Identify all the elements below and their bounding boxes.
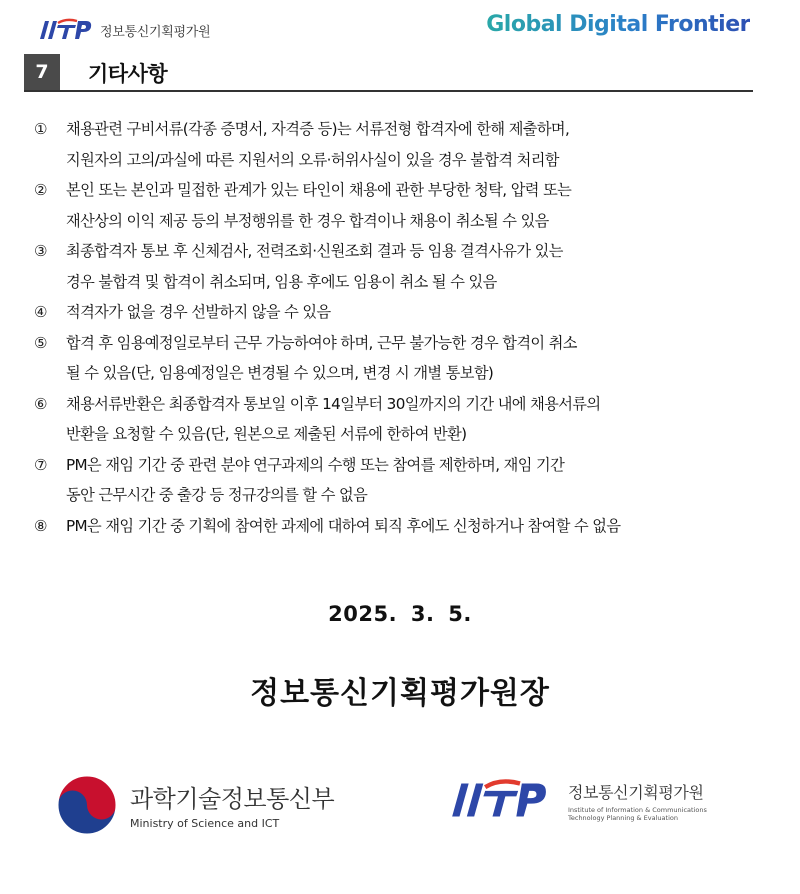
item-line: PM은 재임 기간 중 관련 분야 연구과제의 수행 또는 참여를 제한하며, 재임 기간 (66, 455, 565, 474)
section-divider (24, 90, 753, 92)
item-text (66, 511, 758, 542)
item-marker: ⑤ (34, 333, 47, 352)
iitp-name-en-2: Technology Planning & Evaluation (568, 813, 678, 822)
slogan: Global Digital Frontier (486, 12, 750, 37)
iitp-logo-icon (442, 778, 554, 826)
msit-text (130, 785, 334, 830)
list-item (34, 114, 758, 175)
item-text (66, 297, 758, 328)
item-line: 합격 후 임용예정일로부터 근무 가능하여야 하며, 근무 불가능한 경우 합격이 취소 (66, 333, 577, 352)
item-line: 채용관련 구비서류(각종 증명서, 자격증 등)는 서류전형 합격자에 한해 제출하며, (66, 120, 570, 138)
iitp-name-en-1: Institute of Information & Communications (568, 805, 707, 814)
item-text (66, 114, 758, 175)
item-marker: ⑦ (34, 455, 47, 474)
item-line: 본인 또는 본인과 밀접한 관계가 있는 타인이 채용에 관한 부당한 청탁, 압력 또는 (66, 181, 572, 199)
item-line: 반환을 요청할 수 있음(단, 원본으로 제출된 서류에 한하여 반환) (66, 425, 467, 443)
list-item (34, 389, 758, 450)
item-marker: ① (34, 120, 47, 138)
section-title: 기타사항 (88, 62, 168, 86)
list-item (34, 328, 758, 389)
iitp-footer-text (568, 783, 707, 822)
item-line: 최종합격자 통보 후 신체검사, 전력조회·신원조회 결과 등 임용 결격사유가 있는 (66, 242, 563, 260)
item-marker: ③ (34, 242, 47, 260)
taegeuk-emblem-icon (56, 774, 118, 840)
item-marker: ② (34, 181, 47, 199)
item-text (66, 328, 758, 389)
list-item (34, 511, 758, 542)
msit-name-en: Ministry of Science and ICT (130, 816, 280, 830)
list-item (34, 297, 758, 328)
header-logo (36, 13, 210, 47)
item-text (66, 450, 758, 511)
section-number: 7 (24, 54, 60, 90)
notice-list (34, 114, 758, 541)
announcement-date: 2025. 3. 5. (328, 602, 472, 626)
section-header (24, 54, 753, 90)
item-line: 채용서류반환은 최종합격자 통보일 이후 14일부터 30일까지의 기간 내에 채용서류의 (66, 394, 601, 413)
header-org-name: 정보통신기획평가원 (100, 24, 211, 40)
item-line: 동안 근무시간 중 출강 등 정규강의를 할 수 없음 (66, 486, 368, 504)
list-item (34, 175, 758, 236)
iitp-name-ko: 정보통신기획평가원 (568, 782, 704, 802)
item-marker: ⑧ (34, 516, 47, 535)
issuer-signature: 정보통신기획평가원장 (250, 676, 550, 711)
item-line: PM은 재임 기간 중 기획에 참여한 과제에 대하여 퇴직 후에도 신청하거나 참여할 수 없음 (66, 516, 621, 535)
item-line: 적격자가 없을 경우 선발하지 않을 수 있음 (66, 303, 331, 321)
msit-name-ko: 과학기술정보통신부 (130, 784, 335, 813)
item-line: 경우 불합격 및 합격이 취소되며, 임용 후에도 임용이 취소 될 수 있음 (66, 272, 497, 291)
msit-logo (56, 774, 334, 840)
item-text (66, 175, 758, 236)
iitp-logo-icon (36, 18, 94, 42)
iitp-footer-logo (442, 778, 707, 826)
item-marker: ⑥ (34, 394, 47, 413)
item-line: 재산상의 이익 제공 등의 부정행위를 한 경우 합격이나 채용이 취소될 수 있음 (66, 211, 549, 230)
item-line: 될 수 있음(단, 임용예정일은 변경될 수 있으며, 변경 시 개별 통보함) (66, 364, 494, 382)
item-marker: ④ (34, 303, 47, 321)
item-line: 지원자의 고의/과실에 따른 지원서의 오류·허위사실이 있을 경우 불합격 처리함 (66, 150, 559, 169)
list-item (34, 450, 758, 511)
item-text (66, 236, 758, 297)
list-item (34, 236, 758, 297)
item-text (66, 389, 758, 450)
